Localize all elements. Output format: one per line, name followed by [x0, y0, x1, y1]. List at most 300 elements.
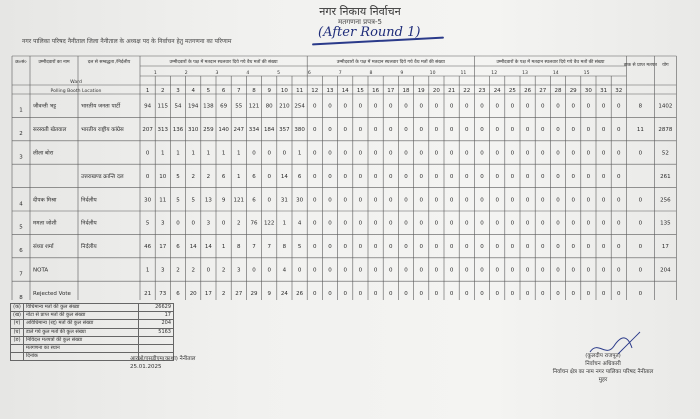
vote-cell: 0 — [465, 220, 469, 227]
vote-cell: 2 — [206, 173, 211, 180]
vote-cell: 0 — [358, 290, 363, 297]
vote-cell: 0 — [495, 150, 499, 157]
vote-cell: 5 — [176, 197, 180, 204]
vote-cell: 0 — [510, 150, 515, 157]
vote-cell: 55 — [235, 103, 243, 110]
booth-number: 24 — [493, 88, 501, 94]
booth-number: 21 — [448, 88, 456, 94]
vote-cell: 0 — [541, 197, 545, 204]
vote-cell: 1 — [206, 150, 211, 157]
vote-cell: 194 — [187, 103, 199, 110]
total-cell: 261 — [660, 173, 671, 180]
ward-number: 13 — [522, 71, 528, 76]
vote-cell: 21 — [144, 290, 152, 297]
vote-cell: 30 — [296, 197, 304, 204]
row-party: निर्दलीय — [81, 197, 97, 204]
row-sno: 5 — [19, 224, 23, 231]
vote-cell: 0 — [586, 150, 591, 157]
vote-cell: 0 — [480, 127, 484, 134]
vote-cell: 0 — [556, 173, 560, 180]
vote-cell: 0 — [434, 267, 439, 274]
vote-cell: 254 — [294, 103, 305, 110]
ward-number: 2 — [184, 71, 188, 76]
booth-number: 23 — [478, 88, 486, 94]
header-band-mid: उम्मीदवारों के पक्ष में मतदान स्थलवार दिये गये वैध मतों की संख्या — [336, 60, 445, 65]
vote-cell: 0 — [510, 290, 515, 297]
vote-cell: 0 — [343, 220, 347, 227]
ward-label: Ward — [70, 80, 82, 85]
booth-number: 12 — [311, 88, 319, 94]
vote-cell: 1 — [221, 150, 226, 157]
vote-cell: 0 — [480, 290, 484, 297]
signatory-name: (कुलदीप राजपूत) — [585, 353, 621, 359]
vote-cell: 0 — [373, 173, 378, 180]
booth-number: 32 — [615, 88, 623, 94]
booth-number: 19 — [417, 88, 425, 94]
vote-cell: 0 — [389, 220, 393, 227]
vote-cell: 6 — [176, 290, 180, 297]
vote-cell: 0 — [434, 290, 439, 297]
summary-row — [11, 320, 174, 328]
vote-cell: 0 — [617, 244, 621, 251]
vote-cell: 0 — [617, 267, 621, 274]
vote-cell: 0 — [313, 220, 317, 227]
vote-cell: 76 — [250, 220, 258, 227]
vote-cell: 0 — [541, 267, 545, 274]
vote-cell: 0 — [358, 197, 363, 204]
vote-cell: 210 — [279, 103, 290, 110]
header-band-left: उम्मीदवारों के पक्ष में मतदान स्थलवार दिये गये वैध मतों की संख्या — [169, 60, 278, 65]
vote-cell: 0 — [449, 127, 454, 134]
vote-cell: 1 — [145, 267, 150, 274]
booth-number: 31 — [600, 88, 608, 94]
summary-value — [139, 336, 174, 344]
vote-cell: 54 — [174, 103, 182, 110]
summary-table — [10, 303, 174, 361]
vote-cell: 0 — [434, 150, 439, 157]
signature-block — [528, 352, 678, 384]
vote-cell: 0 — [343, 150, 347, 157]
vote-cell: 0 — [267, 267, 271, 274]
summary-value: 204 — [139, 320, 174, 328]
vote-cell: 0 — [419, 197, 423, 204]
vote-cell: 0 — [541, 150, 545, 157]
vote-cell: 184 — [263, 127, 275, 134]
vote-cell: 0 — [601, 267, 606, 274]
booth-number: 14 — [341, 88, 349, 94]
ward-number: 10 — [429, 71, 436, 76]
vote-cell: 0 — [495, 267, 499, 274]
summary-row — [11, 304, 174, 312]
vote-cell: 0 — [617, 290, 621, 297]
vote-cell: 1 — [221, 244, 226, 251]
vote-cell: 0 — [541, 127, 545, 134]
vote-cell: 1 — [282, 220, 287, 227]
vote-cell: 0 — [571, 127, 575, 134]
summary-label: नोटा से प्राप्त मतों की कुल संख्या — [24, 312, 139, 320]
vote-cell: 6 — [176, 244, 180, 251]
summary-key: (ख) — [11, 312, 24, 320]
vote-cell: 0 — [328, 220, 332, 227]
vote-cell: 0 — [404, 173, 408, 180]
vote-cell: 1 — [161, 150, 165, 157]
vote-cell: 0 — [419, 173, 423, 180]
vote-cell: 7 — [252, 244, 256, 251]
summary-row — [11, 336, 174, 344]
vote-cell: 3 — [237, 267, 241, 274]
vote-cell: 73 — [159, 290, 167, 297]
ward-number: 8 — [369, 71, 373, 76]
vote-cell: 0 — [571, 244, 575, 251]
vote-cell: 0 — [373, 127, 378, 134]
vote-cell: 0 — [541, 290, 545, 297]
vote-cell: 0 — [510, 127, 515, 134]
vote-cell: 0 — [343, 103, 347, 110]
vote-cell: 0 — [495, 197, 499, 204]
vote-cell: 3 — [206, 220, 211, 227]
vote-cell: 0 — [434, 197, 439, 204]
vote-cell: 0 — [449, 290, 454, 297]
row-candidate-name: NOTA — [33, 267, 49, 274]
vote-cell: 0 — [617, 197, 621, 204]
vote-cell: 0 — [525, 173, 530, 180]
vote-cell: 259 — [203, 127, 214, 134]
header-candidate: उम्मीदवारों का नाम — [38, 60, 70, 65]
booth-number: 26 — [524, 88, 532, 94]
vote-cell: 0 — [617, 127, 621, 134]
vote-cell: 0 — [449, 103, 454, 110]
vote-cell: 0 — [328, 290, 332, 297]
vote-cell: 380 — [294, 127, 305, 134]
vote-cell: 0 — [419, 267, 423, 274]
vote-cell: 0 — [480, 103, 484, 110]
ward-number: 11 — [460, 71, 467, 76]
row-candidate-name: लीला बोरा — [33, 150, 54, 157]
vote-cell: 8 — [237, 244, 241, 251]
vote-cell: 6 — [252, 173, 256, 180]
vote-cell: 0 — [328, 244, 332, 251]
vote-cell: 0 — [525, 127, 530, 134]
vote-cell: 0 — [373, 150, 378, 157]
vote-cell: 3 — [161, 220, 165, 227]
vote-cell: 0 — [373, 244, 378, 251]
summary-label: अविधिमान्य (रद्द) मतों की कुल संख्या — [24, 320, 139, 328]
document-date: 25.01.2025 — [130, 364, 162, 370]
vote-cell: 0 — [525, 150, 530, 157]
summary-label: दिनांक — [24, 353, 139, 361]
booth-number: 13 — [326, 88, 334, 94]
booth-number: 15 — [356, 88, 364, 94]
ward-number: 5 — [277, 71, 281, 76]
vote-cell: 14 — [204, 244, 212, 251]
booth-number: 6 — [221, 88, 226, 94]
row-candidate-name: जीवन्ती भट्ट — [33, 103, 57, 110]
vote-cell: 0 — [389, 197, 393, 204]
vote-cell: 14 — [189, 244, 197, 251]
vote-cell: 1 — [191, 150, 195, 157]
vote-cell: 0 — [449, 244, 454, 251]
vote-cell: 0 — [313, 103, 317, 110]
booth-number: 30 — [584, 88, 592, 94]
vote-cell: 0 — [617, 173, 621, 180]
header-postal: डाक से प्राप्त मतपत्र — [623, 63, 657, 68]
booth-number: 1 — [145, 88, 150, 94]
vote-cell: 0 — [510, 267, 515, 274]
vote-cell: 0 — [510, 244, 515, 251]
vote-cell: 0 — [601, 290, 606, 297]
vote-cell: 0 — [328, 150, 332, 157]
row-party: उत्तराखण्ड क्रान्ति दल — [81, 173, 124, 180]
vote-cell: 0 — [434, 244, 439, 251]
vote-cell: 0 — [343, 290, 347, 297]
vote-cell: 0 — [449, 267, 454, 274]
vote-cell: 0 — [358, 127, 363, 134]
vote-cell: 3 — [161, 267, 165, 274]
vote-cell: 0 — [419, 290, 423, 297]
ward-number: 12 — [491, 71, 498, 76]
vote-cell: 24 — [280, 290, 288, 297]
vote-cell: 30 — [144, 197, 152, 204]
vote-cell: 0 — [601, 220, 606, 227]
vote-cell: 9 — [267, 290, 271, 297]
vote-cell: 0 — [465, 267, 469, 274]
header-total: योग — [662, 63, 669, 68]
vote-cell: 6 — [252, 197, 256, 204]
vote-cell: 0 — [313, 267, 317, 274]
vote-cell: 0 — [586, 267, 591, 274]
vote-cell: 0 — [313, 150, 317, 157]
vote-cell: 5 — [297, 244, 302, 251]
vote-cell: 0 — [556, 244, 560, 251]
vote-cell: 0 — [252, 150, 256, 157]
booth-number: 16 — [372, 88, 380, 94]
vote-cell: 0 — [373, 220, 378, 227]
vote-cell: 121 — [233, 197, 245, 204]
row-sno: 1 — [19, 107, 23, 114]
vote-cell: 0 — [191, 220, 195, 227]
vote-cell: 0 — [373, 197, 378, 204]
vote-cell: 0 — [541, 173, 545, 180]
vote-cell: 17 — [159, 244, 167, 251]
vote-cell: 0 — [480, 173, 484, 180]
signatory-designation: निर्वाचन अधिकारी — [585, 361, 621, 367]
vote-cell: 0 — [389, 173, 393, 180]
vote-cell: 121 — [248, 103, 260, 110]
vote-cell: 5 — [191, 197, 195, 204]
vote-cell: 0 — [495, 244, 499, 251]
booth-number: 3 — [176, 88, 180, 94]
vote-cell: 0 — [571, 197, 575, 204]
vote-cell: 4 — [282, 267, 287, 274]
summary-value: 17 — [139, 312, 174, 320]
vote-cell: 0 — [617, 103, 621, 110]
vote-cell: 138 — [203, 103, 214, 110]
vote-cell: 0 — [373, 290, 378, 297]
vote-cell: 0 — [541, 244, 545, 251]
vote-cell: 31 — [280, 197, 288, 204]
postal-cell: 0 — [638, 150, 643, 157]
summary-row — [11, 344, 174, 352]
row-sno: 7 — [19, 271, 23, 278]
ward-number: 3 — [215, 71, 219, 76]
document-title: नगर निकाय निर्वाचन — [319, 5, 401, 18]
booth-number: 29 — [569, 88, 577, 94]
vote-cell: 207 — [142, 127, 153, 134]
vote-cell: 334 — [248, 127, 260, 134]
vote-cell: 0 — [465, 197, 469, 204]
vote-cell: 0 — [389, 290, 393, 297]
vote-cell: 0 — [480, 244, 484, 251]
vote-cell: 1 — [297, 150, 302, 157]
vote-cell: 29 — [250, 290, 258, 297]
vote-cell: 0 — [343, 197, 347, 204]
row-candidate-name: सरस्वती खेतवाल — [33, 127, 67, 134]
vote-cell: 0 — [541, 220, 545, 227]
vote-cell: 0 — [404, 244, 408, 251]
vote-cell: 0 — [449, 173, 454, 180]
vote-cell: 0 — [586, 244, 591, 251]
vote-cell: 0 — [510, 220, 515, 227]
vote-cell: 0 — [601, 150, 606, 157]
total-cell: 204 — [660, 267, 671, 274]
vote-cell: 0 — [449, 220, 454, 227]
vote-cell: 0 — [328, 173, 332, 180]
vote-cell: 0 — [510, 197, 515, 204]
vote-cell: 0 — [328, 267, 332, 274]
ward-number: 15 — [583, 71, 590, 76]
row-party: निर्दलीय — [81, 244, 97, 251]
vote-cell: 0 — [404, 267, 408, 274]
signatory-constituency: निर्वाचन क्षेत्र का नाम नगर पालिका परिषद नैनीताल — [552, 369, 654, 375]
postal-cell: 0 — [638, 220, 643, 227]
vote-cell: 13 — [204, 197, 212, 204]
vote-cell: 136 — [172, 127, 184, 134]
vote-cell: 0 — [465, 290, 469, 297]
summary-value: 26629 — [139, 304, 174, 312]
vote-cell: 0 — [525, 220, 530, 227]
vote-cell: 2 — [221, 290, 226, 297]
vote-cell: 0 — [571, 220, 575, 227]
vote-cell: 0 — [510, 173, 515, 180]
vote-cell: 0 — [373, 103, 378, 110]
summary-key: (घ) — [11, 328, 24, 336]
form-number: मतगणना प्रपत्र-5 — [338, 18, 382, 26]
vote-cell: 0 — [434, 220, 439, 227]
vote-cell: 11 — [159, 197, 167, 204]
vote-cell: 0 — [480, 267, 484, 274]
row-party: भारतीय जनता पार्टी — [81, 103, 121, 110]
vote-cell: 0 — [586, 173, 591, 180]
vote-cell: 0 — [404, 127, 408, 134]
vote-cell: 1 — [237, 173, 241, 180]
vote-cell: 0 — [556, 220, 560, 227]
row-candidate-name: दीपक मिश्रा — [33, 197, 57, 204]
vote-cell: 0 — [556, 267, 560, 274]
vote-cell: 26 — [296, 290, 304, 297]
ward-number: 1 — [153, 71, 157, 76]
booth-number: 7 — [237, 88, 241, 94]
vote-cell: 0 — [145, 150, 150, 157]
vote-cell: 0 — [267, 150, 271, 157]
summary-key: (क) — [11, 304, 24, 312]
vote-cell: 0 — [495, 103, 499, 110]
vote-cell: 2 — [237, 220, 241, 227]
vote-cell: 69 — [220, 103, 228, 110]
vote-cell: 2 — [191, 173, 195, 180]
vote-cell: 0 — [586, 127, 591, 134]
vote-cell: 0 — [373, 267, 378, 274]
vote-cell: 0 — [328, 197, 332, 204]
vote-cell: 0 — [297, 267, 302, 274]
row-sno: 3 — [19, 154, 23, 161]
vote-cell: 0 — [343, 173, 347, 180]
booth-number: 25 — [508, 88, 516, 94]
booth-number: 18 — [402, 88, 410, 94]
summary-label: निविदत्त मतपत्रों की कुल संख्या — [24, 336, 139, 344]
vote-cell: 0 — [571, 150, 575, 157]
vote-cell: 115 — [157, 103, 169, 110]
vote-cell: 8 — [282, 244, 287, 251]
vote-cell: 0 — [480, 150, 484, 157]
ward-number: 4 — [246, 71, 250, 76]
vote-cell: 17 — [204, 290, 212, 297]
vote-cell: 0 — [465, 244, 469, 251]
vote-cell: 0 — [495, 290, 499, 297]
postal-cell: 0 — [638, 267, 643, 274]
vote-cell: 0 — [252, 267, 256, 274]
vote-cell: 0 — [343, 267, 347, 274]
booth-number: 17 — [387, 88, 395, 94]
row-candidate-name: Rejected Vote — [33, 290, 71, 297]
vote-cell: 5 — [176, 173, 180, 180]
booth-number: 5 — [206, 88, 211, 94]
summary-value — [139, 344, 174, 352]
vote-cell: 1 — [237, 150, 241, 157]
vote-cell: 0 — [525, 267, 530, 274]
vote-cell: 0 — [313, 244, 317, 251]
booth-number: 28 — [554, 88, 562, 94]
vote-cell: 0 — [601, 244, 606, 251]
booth-number: 22 — [463, 88, 471, 94]
vote-cell: 0 — [525, 244, 530, 251]
vote-cell: 0 — [586, 290, 591, 297]
vote-cell: 0 — [525, 197, 530, 204]
summary-label: मतगणना का स्थान — [24, 344, 139, 352]
document-description: नगर पालिका परिषद नैनीताल जिला नैनीताल के अध्यक्ष पद के निर्वाचन हेतु मतगणना का परिणाम — [22, 38, 232, 45]
vote-cell: 9 — [221, 197, 226, 204]
row-sno: 4 — [19, 201, 23, 208]
postal-cell: 0 — [638, 197, 643, 204]
total-cell: 256 — [660, 197, 671, 204]
row-candidate-name: ममता जोशी — [33, 220, 57, 227]
vote-cell: 0 — [358, 220, 363, 227]
vote-cell: 27 — [235, 290, 243, 297]
vote-cell: 0 — [176, 220, 180, 227]
vote-cell: 0 — [404, 150, 408, 157]
vote-cell: 122 — [263, 220, 275, 227]
vote-cell: 0 — [495, 127, 499, 134]
vote-cell: 0 — [389, 127, 393, 134]
summary-label: विधिमान्य मतों की कुल संख्या — [24, 304, 139, 312]
vote-cell: 0 — [389, 267, 393, 274]
vote-cell: 0 — [541, 103, 545, 110]
vote-cell: 0 — [525, 290, 530, 297]
vote-cell: 0 — [556, 150, 560, 157]
booth-number: 11 — [296, 88, 304, 94]
ward-number: 7 — [338, 71, 342, 76]
vote-cell: 0 — [419, 244, 423, 251]
vote-cell: 0 — [419, 127, 423, 134]
